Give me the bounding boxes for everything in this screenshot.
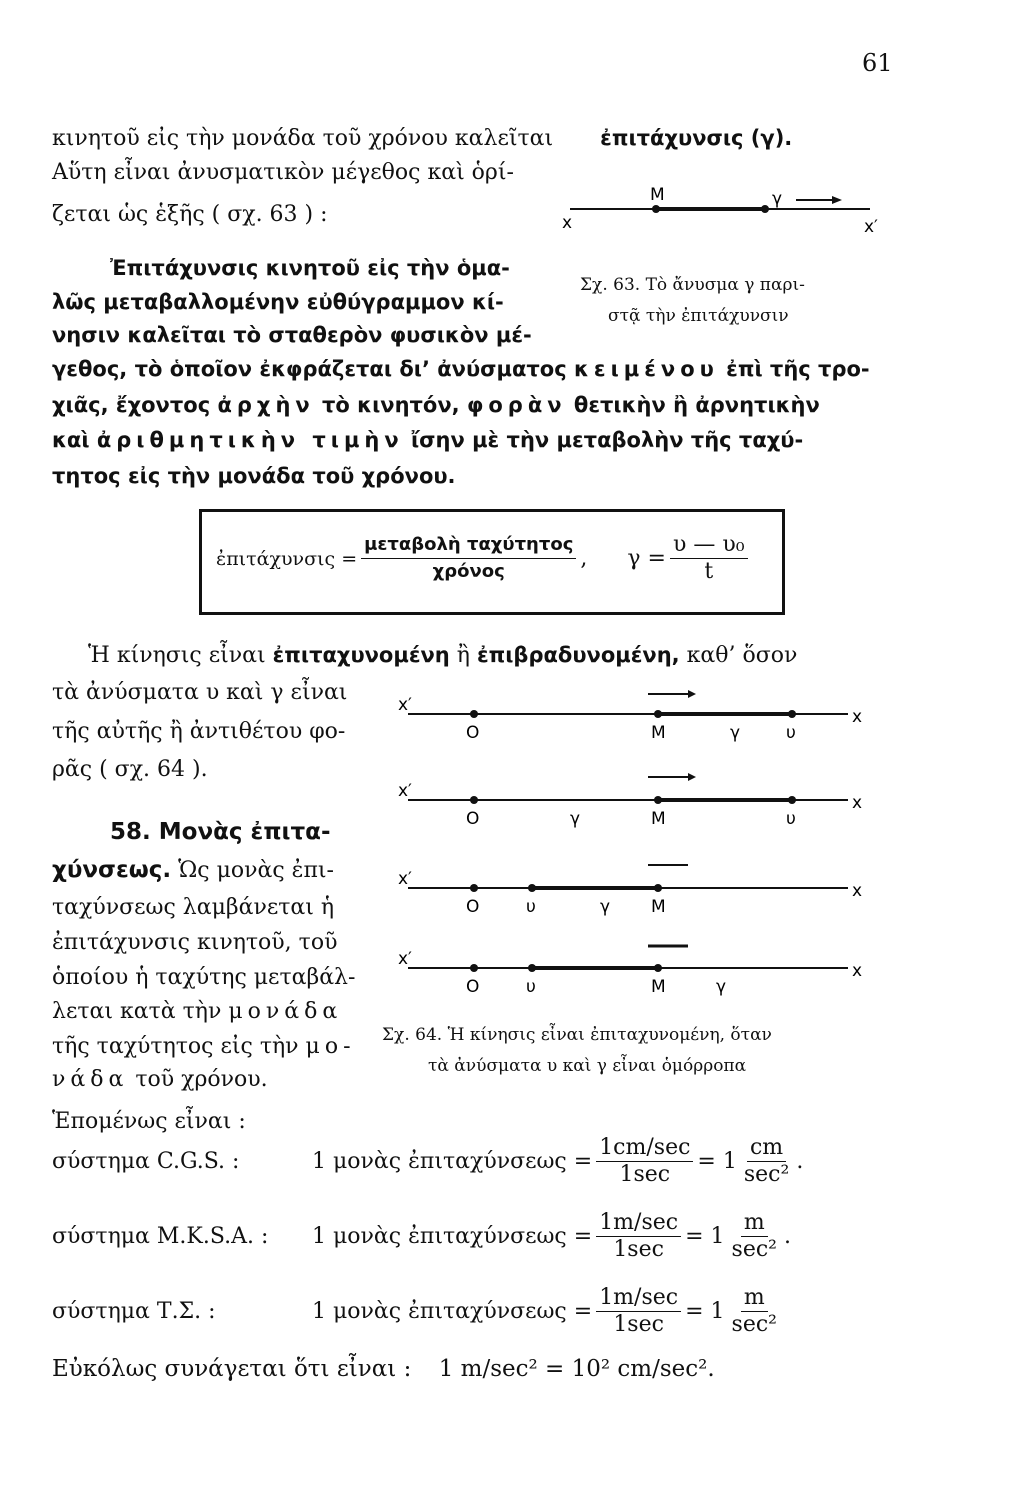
system-mksa-unit-num: m	[741, 1210, 768, 1237]
fig64-row-4-label-2: υ	[526, 977, 536, 997]
fig64-row-3-left: x′	[398, 869, 412, 889]
system-ts-unit-num: m	[741, 1285, 768, 1312]
fig64-row-2	[398, 773, 862, 829]
conclusion-line	[52, 1352, 715, 1386]
section-58-heading-1: 58. Μονὰς ἐπιτα-	[110, 819, 331, 845]
system-mksa	[52, 1210, 791, 1263]
section-58-line-8-a: νάδα	[52, 1067, 129, 1092]
system-ts-eq: = 1	[685, 1299, 725, 1324]
fig64-row-1-label-4: υ	[786, 723, 796, 743]
fig64-row-3-point-2	[528, 884, 536, 892]
formula-numerator: μεταβολὴ ταχύτητος	[361, 532, 576, 559]
fig64-row-2-right: x	[852, 793, 863, 813]
fig63-label-m: M	[650, 186, 665, 205]
section-58-line-8	[52, 1063, 268, 1097]
system-ts-unit-fraction	[729, 1285, 780, 1338]
decelerated-term: ἐπιβραδυνομένη,	[476, 643, 680, 667]
fig64-row-2-label-3: M	[651, 809, 666, 829]
definition-line-5-e: θετικὴν ἢ ἀρνητικὴν	[573, 393, 820, 417]
fig64-row-3-point-3	[654, 884, 662, 892]
motion-line-1-a: Ἡ κίνησις εἶναι	[88, 643, 266, 668]
section-58-line-2-rest: Ὡς μονὰς ἐπι-	[178, 858, 334, 883]
fig64-row-3-label-4: M	[651, 897, 666, 917]
fig64-row-2-point-2	[654, 796, 662, 804]
section-58-line-4: ἐπιτάχυνσις κινητοῦ, τοῦ	[52, 930, 338, 955]
formula-acceleration	[216, 532, 752, 585]
system-ts-unit: 1 μονὰς ἐπιταχύνσεως =	[312, 1299, 593, 1324]
fig64-row-4-label-4: γ	[716, 977, 727, 997]
intro-text: κινητοῦ εἰς τὴν μονάδα τοῦ χρόνου καλεῖται	[52, 126, 554, 151]
section-58-heading-2: χύνσεως.	[52, 857, 172, 883]
fig63-caption-2: στᾷ τὴν ἐπιτάχυνσιν	[608, 306, 789, 326]
motion-line-1	[88, 638, 797, 673]
fig64-row-3-label-1: O	[466, 897, 480, 917]
fig64-row-1	[398, 690, 862, 743]
system-cgs-unit: 1 μονὰς ἐπιταχύνσεως =	[312, 1149, 593, 1174]
system-cgs-unit-den: sec²	[743, 1162, 790, 1187]
system-cgs-den: 1sec	[619, 1162, 671, 1187]
system-ts-name: σύστημα Τ.Σ. :	[52, 1299, 216, 1324]
fig64-row-4-point-3	[654, 964, 662, 972]
section-58-line-6	[52, 995, 342, 1029]
gamma-denominator: t	[704, 559, 714, 584]
definition-line-4-c: ἐπὶ τῆς τρο-	[726, 357, 870, 381]
system-cgs-end: .	[796, 1149, 804, 1174]
conclusion-text: Εὐκόλως συνάγεται ὅτι εἶναι :	[52, 1356, 412, 1382]
fig64-row-3-point-1	[470, 884, 478, 892]
section-58-line-7	[52, 1030, 356, 1064]
fig64-row-4-left: x′	[398, 949, 412, 969]
fig64-row-3-label-3: γ	[600, 897, 611, 917]
system-cgs-num: 1cm/sec	[596, 1135, 693, 1162]
definition-line-6-c: ἴσην μὲ τὴν μεταβολὴν τῆς ταχύ-	[411, 428, 804, 452]
system-ts-num: 1m/sec	[596, 1285, 681, 1312]
intro-line-2: Αὕτη εἶναι ἀνυσματικὸν μέγεθος καὶ ὁρί-	[52, 160, 514, 185]
section-58-line-3: ταχύνσεως λαμβάνεται ἡ	[52, 895, 335, 920]
motion-line-1-e: καθ’ ὅσον	[686, 643, 798, 668]
fig64-row-4-right: x	[852, 961, 863, 981]
fig64-row-3	[398, 865, 862, 917]
fig64-row-3-right: x	[852, 881, 863, 901]
section-58-line-7-a: τῆς ταχύτητος εἰς τὴν	[52, 1034, 299, 1059]
fig64-caption-2: τὰ ἀνύσματα υ καὶ γ εἶναι ὁμόρροπα	[428, 1056, 747, 1076]
definition-line-5-a: χιᾶς, ἔχοντος	[52, 393, 211, 417]
fig64-row-1-left: x′	[398, 695, 412, 715]
acceleration-term: ἐπιτάχυνσις (γ).	[600, 126, 793, 150]
fig63-arrowhead	[832, 196, 842, 204]
system-cgs	[52, 1135, 803, 1188]
definition-line-6-b: ἀριθμητικὴν τιμὴν	[96, 428, 404, 452]
fig64-row-3-label-2: υ	[526, 897, 536, 917]
system-ts	[52, 1285, 784, 1338]
motion-line-1-c: ἢ	[456, 643, 470, 668]
definition-line-1: Ἐπιτάχυνσις κινητοῦ εἰς τὴν ὁμα-	[110, 256, 510, 280]
system-mksa-fraction	[596, 1210, 681, 1263]
definition-line-5	[52, 388, 820, 422]
conclusion-formula: 1 m/sec² = 10² cm/sec².	[438, 1356, 715, 1382]
system-cgs-eq: = 1	[697, 1149, 737, 1174]
definition-line-7: τητος εἰς τὴν μονάδα τοῦ χρόνου.	[52, 464, 456, 488]
fig64-row-1-point-1	[470, 710, 478, 718]
definition-line-6	[52, 423, 803, 457]
motion-line-3: τῆς αὐτῆς ἢ ἀντιθέτου φο-	[52, 719, 346, 744]
system-mksa-den: 1sec	[613, 1237, 664, 1262]
formula-lhs: ἐπιτάχυνσις =	[216, 547, 358, 570]
fig64-row-1-label-3: γ	[730, 723, 741, 743]
section-58-line-6-b: μονάδα	[228, 999, 343, 1024]
fig64-caption-1: Σχ. 64. Ἡ κίνησις εἶναι ἐπιταχυνομένη, ὅταν	[382, 1025, 772, 1045]
fig64-row-2-left: x′	[398, 781, 412, 801]
fig63-point-end	[761, 205, 769, 213]
section-58-line-5: ὁποίου ἡ ταχύτης μεταβάλ-	[52, 965, 356, 990]
system-mksa-num: 1m/sec	[596, 1210, 681, 1237]
system-ts-den: 1sec	[613, 1312, 664, 1337]
definition-line-5-c: τὸ κινητόν,	[322, 393, 460, 417]
fig64-row-1-point-2	[654, 710, 662, 718]
fig63-label-x: x	[562, 213, 573, 233]
fig64-row-1-label-1: O	[466, 723, 480, 743]
gamma-lhs: γ =	[627, 546, 666, 571]
page-number: 61	[862, 49, 893, 77]
system-mksa-unit-den: sec²	[731, 1237, 777, 1262]
gamma-numerator: υ — υ₀	[670, 532, 748, 559]
definition-line-2: λῶς μεταβαλλομένην εὐθύγραμμον κί-	[52, 290, 504, 314]
system-mksa-unit: 1 μονὰς ἐπιταχύνσεως =	[312, 1224, 593, 1249]
system-cgs-name: σύστημα C.G.S. :	[52, 1149, 240, 1174]
fig63-label-xprime: x′	[864, 217, 878, 237]
fig64-row-1-right: x	[852, 707, 863, 727]
fig64-row-1-point-3	[788, 710, 796, 718]
system-ts-unit-den: sec²	[731, 1312, 777, 1337]
fig64-row-2-label-4: υ	[786, 809, 796, 829]
system-cgs-unit-fraction	[741, 1135, 792, 1188]
figure-64	[390, 680, 880, 1010]
system-mksa-eq: = 1	[685, 1224, 725, 1249]
fig64-row-1-arrowhead	[688, 690, 696, 698]
fig64-row-4-point-1	[470, 964, 478, 972]
fig64-row-4-point-2	[528, 964, 536, 972]
fig63-caption-1: Σχ. 63. Τὸ ἄνυσμα γ παρι-	[580, 275, 805, 295]
fig64-row-4-label-3: M	[651, 977, 666, 997]
fig63-label-gamma: γ	[772, 189, 783, 209]
fig64-row-2-label-1: O	[466, 809, 480, 829]
formula-denominator: χρόνος	[432, 561, 505, 582]
section-58-line-2	[52, 853, 334, 888]
definition-line-4-a: γεθος, τὸ ὁποῖον ἐκφράζεται δι’ ἀνύσματος	[52, 357, 567, 381]
intro-line-3: ζεται ὡς ἑξῆς ( σχ. 63 ) :	[52, 202, 328, 227]
figure-63	[560, 186, 890, 246]
definition-line-5-b: ἀρχὴν	[217, 393, 315, 417]
definition-line-4	[52, 352, 870, 386]
formula-comma: ,	[580, 546, 588, 571]
system-cgs-unit-num: cm	[747, 1135, 786, 1162]
intro-line-1	[52, 121, 792, 156]
fig64-row-4	[398, 946, 862, 997]
definition-line-5-d: φορὰν	[466, 393, 567, 417]
fig64-row-4-label-1: O	[466, 977, 480, 997]
fig64-row-2-arrowhead	[688, 773, 696, 781]
gamma-fraction	[670, 532, 748, 585]
fig64-row-2-point-3	[788, 796, 796, 804]
formula-box	[199, 509, 785, 615]
section-58-line-8-b: τοῦ χρόνου.	[135, 1067, 268, 1092]
section-58-line-7-b: μο-	[305, 1034, 356, 1059]
motion-line-2: τὰ ἀνύσματα υ καὶ γ εἶναι	[52, 680, 348, 705]
system-ts-fraction	[596, 1285, 681, 1338]
formula-fraction	[361, 532, 576, 585]
definition-line-3: νησιν καλεῖται τὸ σταθερὸν φυσικὸν μέ-	[52, 323, 532, 347]
system-cgs-fraction	[596, 1135, 693, 1188]
accelerated-term: ἐπιταχυνομένη	[272, 643, 450, 667]
fig64-row-1-label-2: M	[651, 723, 666, 743]
system-mksa-end: .	[783, 1224, 791, 1249]
definition-line-4-b: κειμένου	[573, 357, 719, 381]
system-mksa-unit-fraction	[729, 1210, 780, 1263]
system-mksa-name: σύστημα M.K.S.A. :	[52, 1224, 269, 1249]
fig64-row-2-label-2: γ	[570, 809, 581, 829]
fig64-row-2-point-1	[470, 796, 478, 804]
fig63-point-m	[652, 205, 660, 213]
motion-line-4: ρᾶς ( σχ. 64 ).	[52, 757, 208, 782]
definition-line-6-a: καὶ	[52, 428, 90, 452]
consequently-line: Ἑπομένως εἶναι :	[52, 1109, 246, 1134]
section-58-line-6-a: λεται κατὰ τὴν	[52, 999, 222, 1024]
